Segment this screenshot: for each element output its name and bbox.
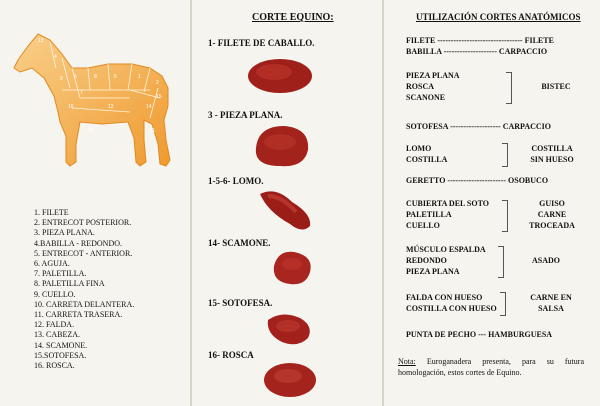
right-panel bbox=[384, 0, 600, 406]
horse-region-number: 14 bbox=[146, 104, 152, 110]
legend-item: 3. PIEZA PLANA. bbox=[34, 228, 95, 238]
legend-item: 2. ENTRECOT POSTERIOR. bbox=[34, 218, 132, 228]
usage-row: GERETTO ---------------------- OSOBUCO bbox=[406, 176, 549, 185]
usage-row: BABILLA -------------------- CARPACCIO bbox=[406, 47, 548, 56]
cut-label: 1-5-6- LOMO. bbox=[208, 176, 264, 186]
meat-lomo-image bbox=[256, 184, 316, 234]
horse-region-number: 1 bbox=[138, 74, 141, 80]
usage-result: CARNE EN SALSA bbox=[530, 293, 572, 313]
brace bbox=[500, 292, 506, 316]
legend-item: 12. FALDA. bbox=[34, 320, 75, 330]
horse-region-number: 7 bbox=[80, 90, 83, 96]
brace bbox=[502, 143, 508, 167]
legend-item: 11. CARRETA TRASERA. bbox=[34, 310, 123, 320]
cut-label: 1- FILETE DE CABALLO. bbox=[208, 38, 315, 48]
legend-item: 4.BABILLA - REDONDO. bbox=[34, 238, 122, 248]
legend-item: 6. AGUJA. bbox=[34, 259, 70, 269]
legend-item: 15.SOTOFESA. bbox=[34, 350, 87, 360]
usage-group: PIEZA PLANA ROSCA SCANONE bbox=[406, 71, 460, 102]
usage-result: COSTILLA SIN HUESO bbox=[530, 144, 574, 164]
middle-title: CORTE EQUINO: bbox=[252, 12, 334, 23]
horse-region-number: 2 bbox=[156, 80, 159, 86]
horse-region-number: 10 bbox=[88, 128, 94, 134]
meat-sotofesa-image bbox=[264, 308, 316, 348]
horse-silhouette bbox=[14, 34, 170, 166]
horse-region-number: 16 bbox=[68, 104, 74, 110]
usage-result: GUISO CARNE TROCEADA bbox=[529, 199, 575, 230]
legend-item: 16. ROSCA. bbox=[34, 361, 75, 371]
brace bbox=[506, 72, 512, 104]
horse-region-number: 12 bbox=[108, 104, 114, 110]
horse-region-number: 8 bbox=[94, 74, 97, 80]
meat-filete-image bbox=[246, 52, 316, 98]
cut-label: 3 - PIEZA PLANA. bbox=[208, 110, 283, 120]
usage-result: ASADO bbox=[531, 256, 560, 265]
cut-label: 15- SOTOFESA. bbox=[208, 298, 273, 308]
legend-item: 8. PALETILLA FINA bbox=[34, 279, 105, 289]
cut-label: 14- SCAMONE. bbox=[208, 238, 271, 248]
meat-pieza-plana-image bbox=[250, 122, 314, 170]
meat-scamone-image bbox=[268, 248, 318, 288]
right-title: UTILIZACIÓN CORTES ANATÓMICOS bbox=[416, 12, 581, 22]
left-panel bbox=[0, 0, 190, 406]
legend-item: 13. CABEZA. bbox=[34, 330, 80, 340]
horse-region-number: 13 bbox=[38, 38, 44, 44]
legend-item: 1. FILETE bbox=[34, 208, 69, 217]
meat-rosca-image bbox=[262, 360, 318, 400]
usage-group: LOMO COSTILLA bbox=[406, 144, 448, 164]
horse-region-number: 6 bbox=[74, 74, 77, 80]
legend-item: 5. ENTRECOT - ANTERIOR. bbox=[34, 248, 133, 258]
legend-item: 10. CARRETA DELANTERA. bbox=[34, 299, 135, 309]
note-text: Nota: Euroganadera presenta, para su futura homologación, estos cortes de Equino. bbox=[398, 357, 584, 377]
horse-region-number: 11 bbox=[150, 128, 156, 134]
horse-region-number: 9 bbox=[60, 76, 63, 82]
horse-region-number: 15 bbox=[156, 94, 162, 100]
usage-row: SOTOFESA ------------------- CARPACCIO bbox=[406, 122, 552, 131]
horse-region-number: 4 bbox=[54, 54, 57, 60]
brace bbox=[502, 200, 508, 232]
usage-group: FALDA CON HUESO COSTILLA CON HUESO bbox=[406, 293, 497, 313]
legend-item: 9. CUELLO. bbox=[34, 289, 76, 299]
usage-group: MÚSCULO ESPALDA REDONDO PIEZA PLANA bbox=[406, 245, 486, 276]
usage-row: PUNTA DE PECHO --- HAMBURGUESA bbox=[406, 330, 553, 339]
legend-item: 14. SCAMONE. bbox=[34, 340, 88, 350]
usage-group: CUBIERTA DEL SOTO PALETILLA CUELLO bbox=[406, 199, 490, 230]
cut-legend bbox=[34, 208, 134, 371]
legend-item: 7. PALETILLA. bbox=[34, 269, 87, 279]
usage-result: BISTEC bbox=[541, 82, 571, 91]
usage-row: FILETE -------------------------------- FILETE bbox=[406, 36, 554, 45]
cut-label: 16- ROSCA bbox=[208, 350, 254, 360]
brace bbox=[498, 246, 504, 278]
horse-cut-diagram bbox=[10, 28, 180, 178]
horse-region-number: 5 bbox=[114, 74, 117, 80]
middle-panel bbox=[192, 0, 382, 406]
